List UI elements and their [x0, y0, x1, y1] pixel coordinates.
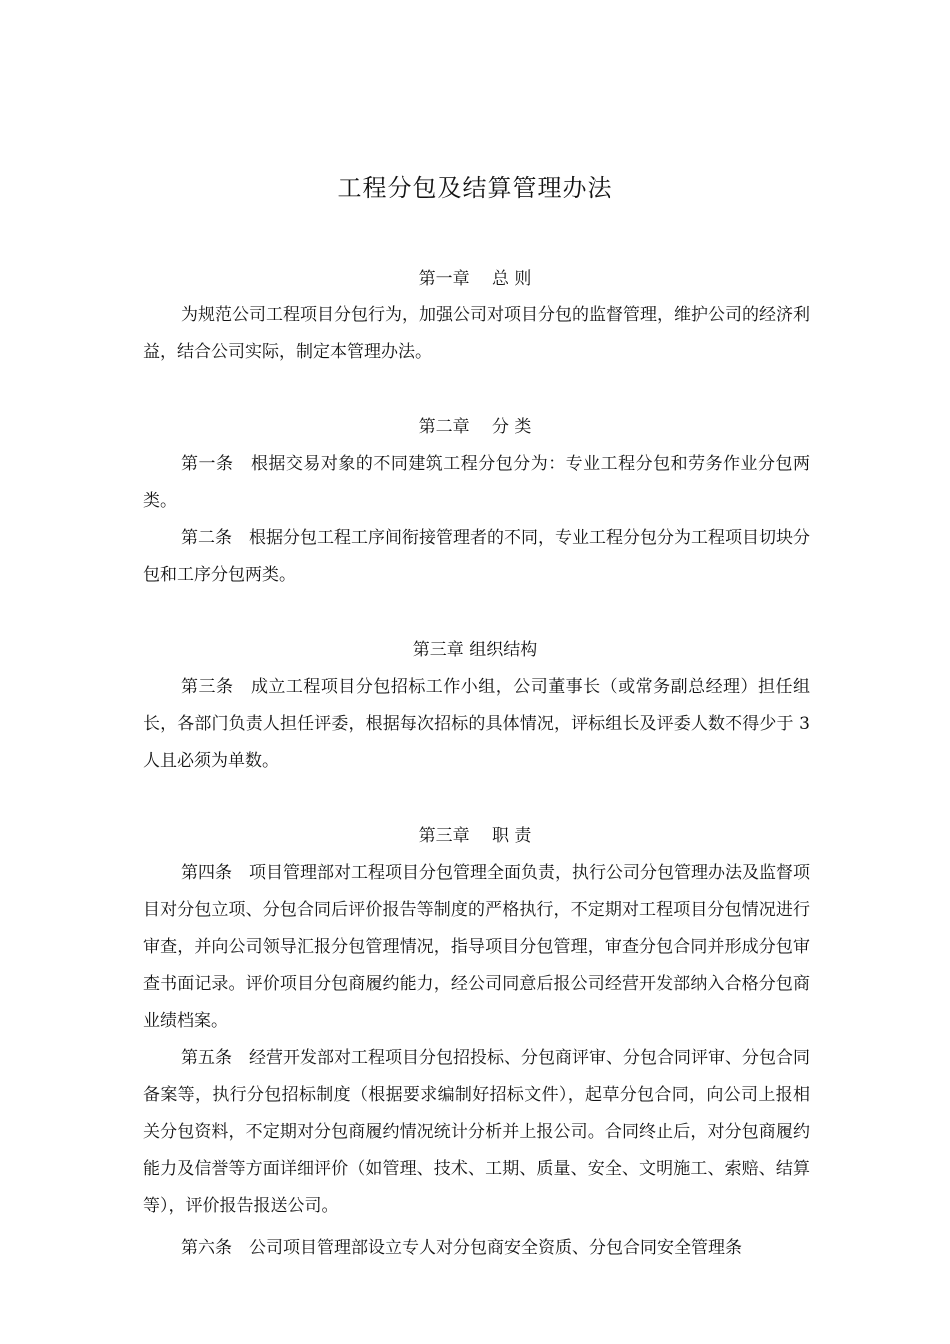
chapter-1-heading: 第一章 总 则 [418, 269, 532, 289]
chapter-3-duties-heading: 第三章 职 责 [418, 826, 532, 846]
article-5-paragraph: 第五条 经营开发部对工程项目分包招投标、分包商评审、分包合同评审、分包合同备案等，执行分包招标制度（根据要求编制好招标文件），起草分包合同，向公司上报相关分包资料，不定期对分包商履约情况统计分析并上报公司。合同终止后，对分包商履约能力及信誉等方面详细评价（如管理、技术、工期、质量、安全、文明施工、索赔、结算等），评价报告报送公司。 [143, 1048, 810, 1216]
chapter-2-heading: 第二章 分 类 [418, 417, 532, 437]
chapter-3-organization-heading: 第三章 组织结构 [412, 640, 538, 660]
document-title: 工程分包及结算管理办法 [337, 174, 613, 202]
article-1-paragraph: 第一条 根据交易对象的不同建筑工程分包分为：专业工程分包和劳务作业分包两类。 [143, 454, 810, 511]
article-6-paragraph: 第六条 公司项目管理部设立专人对分包商安全资质、分包合同安全管理条 [181, 1238, 742, 1258]
chapter-1-paragraph: 为规范公司工程项目分包行为，加强公司对项目分包的监督管理，维护公司的经济利益，结合公司实际，制定本管理办法。 [143, 305, 810, 362]
article-3-paragraph: 第三条 成立工程项目分包招标工作小组，公司董事长（或常务副总经理）担任组长，各部门负责人担任评委，根据每次招标的具体情况，评标组长及评委人数不得少于 3 人且必须为单数。 [143, 677, 810, 771]
article-4-paragraph: 第四条 项目管理部对工程项目分包管理全面负责，执行公司分包管理办法及监督项目对分包立项、分包合同后评价报告等制度的严格执行，不定期对工程项目分包情况进行审查，并向公司领导汇报分包管理情况，指导项目分包管理，审查分包合同并形成分包审查书面记录。评价项目分包商履约能力，经公司同意后报公司经营开发部纳入合格分包商业绩档案。 [143, 863, 810, 1031]
article-2-paragraph: 第二条 根据分包工程工序间衔接管理者的不同，专业工程分包分为工程项目切块分包和工序分包两类。 [143, 528, 810, 585]
